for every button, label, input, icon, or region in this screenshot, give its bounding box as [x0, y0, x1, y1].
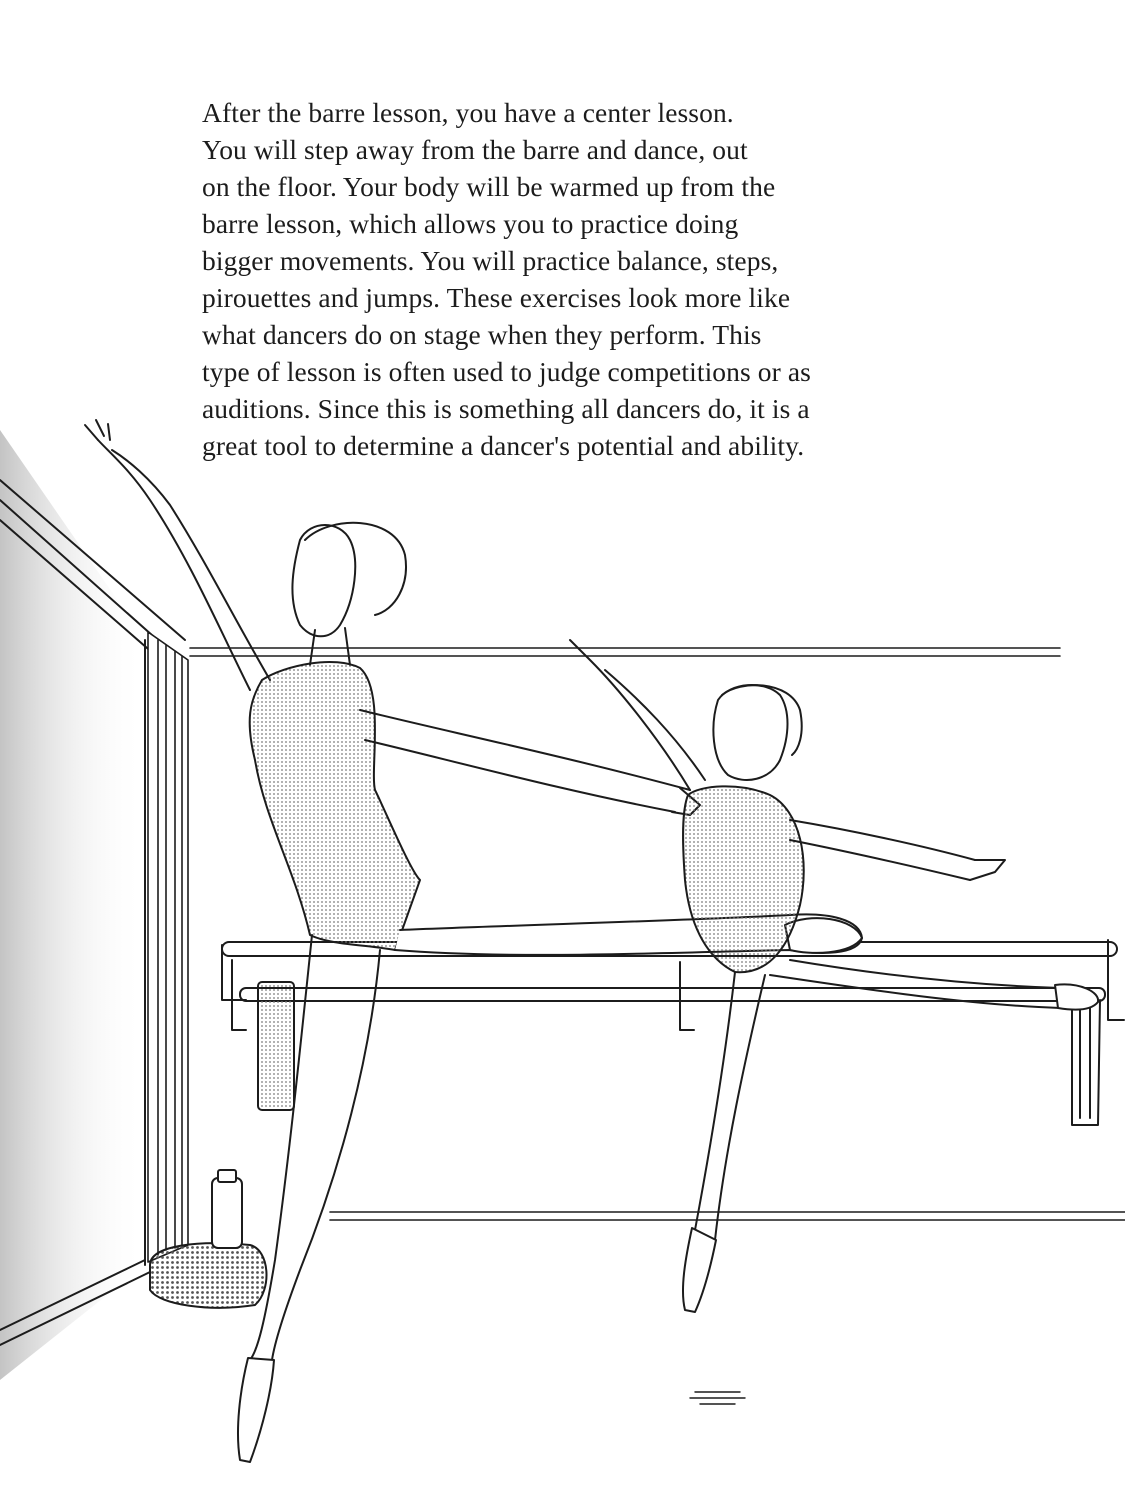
text-line: barre lesson, which allows you to practice doing: [202, 208, 739, 239]
towel: [258, 982, 294, 1110]
text-line: After the barre lesson, you have a center lesson.: [202, 97, 734, 128]
floor-marks: [690, 1392, 745, 1404]
text-line: on the floor. Your body will be warmed up from the: [202, 171, 776, 202]
towel-right: [1072, 1000, 1100, 1125]
text-line: auditions. Since this is something all dancers do, it is a: [202, 393, 810, 424]
water-bottle: [212, 1170, 242, 1248]
text-line: great tool to determine a dancer's potential and ability.: [202, 430, 805, 461]
upper-wall-rail: [190, 648, 1060, 656]
text-line: pirouettes and jumps. These exercises look more like: [202, 282, 791, 313]
text-line: You will step away from the barre and dance, out: [202, 134, 748, 165]
bag: [150, 1243, 266, 1308]
text-line: bigger movements. You will practice balance, steps,: [202, 245, 779, 276]
curtain: [148, 632, 188, 1262]
text-line: what dancers do on stage when they perform. This: [202, 319, 762, 350]
lower-wall-rail: [330, 1212, 1125, 1220]
text-line: type of lesson is often used to judge competitions or as: [202, 356, 811, 387]
